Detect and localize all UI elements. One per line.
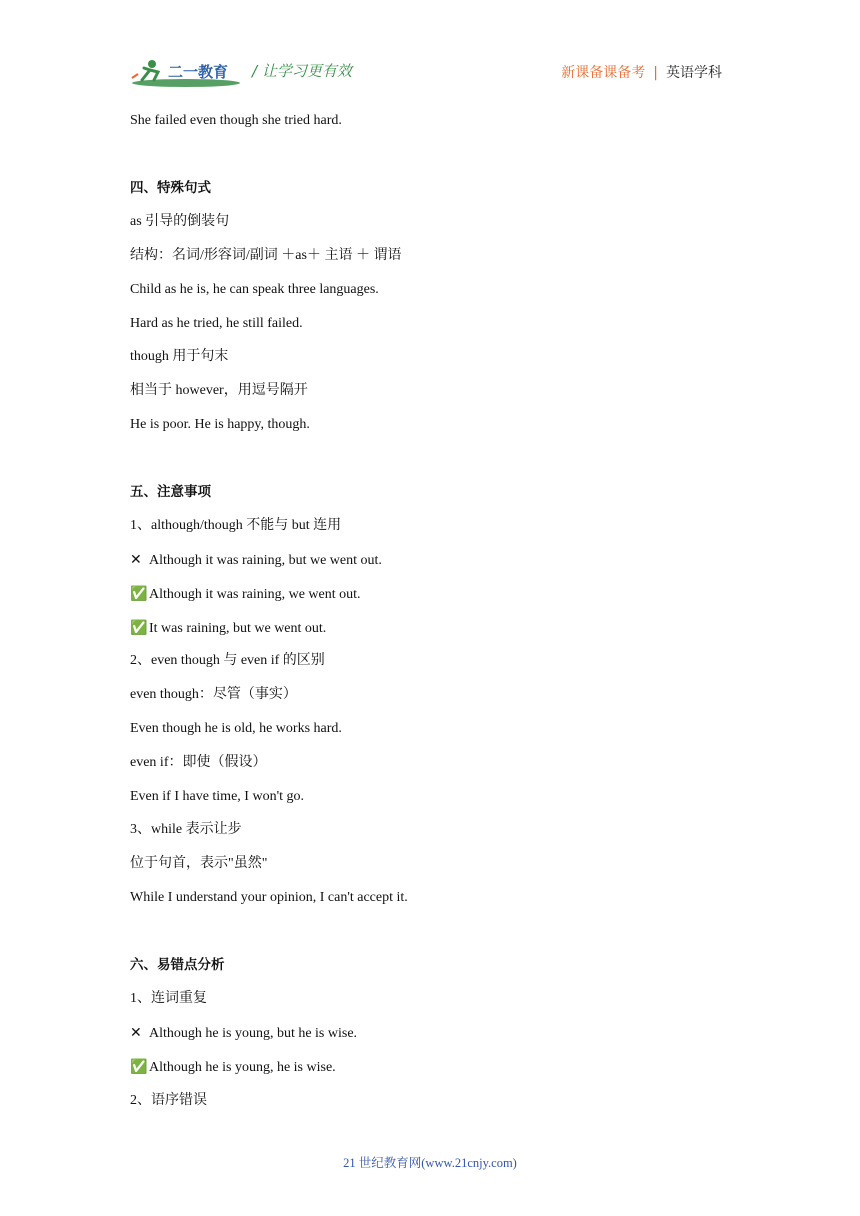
text-line xyxy=(130,212,229,232)
text-line xyxy=(130,888,408,908)
line-text: Although it was raining, but we went out. xyxy=(149,553,382,568)
text-line xyxy=(130,787,304,807)
line-text: He is poor. He is happy, though. xyxy=(130,417,310,432)
text-line xyxy=(130,1057,336,1078)
line-text: Although he is young, but he is wise. xyxy=(149,1026,358,1041)
check-icon: ✅ xyxy=(130,620,148,636)
text-line xyxy=(130,820,242,840)
line-text: Although it was raining, we went out. xyxy=(149,587,361,602)
header-separator: | xyxy=(653,65,658,81)
line-text: 结构：名词/形容词/副词 ＋as＋ 主语 ＋ 谓语 xyxy=(130,248,402,263)
text-line xyxy=(130,753,266,773)
text-line xyxy=(130,854,267,874)
cross-icon: ✕ xyxy=(130,552,142,568)
text-line xyxy=(130,516,341,536)
line-text: 位于句首，表示"虽然" xyxy=(130,856,268,871)
line-text: Child as he is, he can speak three languages. xyxy=(130,282,379,297)
text-line xyxy=(130,550,382,571)
line-text: 2、even though 与 even if 的区别 xyxy=(130,653,325,668)
text-line xyxy=(130,111,342,131)
section-heading xyxy=(130,955,225,975)
line-text: While I understand your opinion, I can't accept it. xyxy=(130,890,408,905)
text-line xyxy=(130,280,379,300)
line-text: She failed even though she tried hard. xyxy=(130,113,342,128)
slogan: / 让学习更有效 xyxy=(252,62,352,80)
line-text: 2、语序错误 xyxy=(130,1093,207,1108)
text-line xyxy=(130,415,310,435)
header-tag: 新课备课备考 xyxy=(561,65,646,81)
line-text: 五、注意事项 xyxy=(130,484,211,500)
text-line xyxy=(130,314,303,334)
check-icon: ✅ xyxy=(130,1059,148,1075)
line-text: 1、连词重复 xyxy=(130,991,207,1006)
line-text: 3、while 表示让步 xyxy=(130,822,242,837)
text-line xyxy=(130,651,325,671)
text-line xyxy=(130,719,342,739)
line-text: 四、特殊句式 xyxy=(130,180,211,196)
text-line xyxy=(130,347,228,367)
line-text: as 引导的倒装句 xyxy=(130,214,230,229)
text-line xyxy=(130,1023,357,1044)
line-text: even though：尽管（事实） xyxy=(130,687,297,702)
text-line xyxy=(130,584,361,605)
line-text: Even though he is old, he works hard. xyxy=(130,721,342,736)
text-line xyxy=(130,1091,207,1111)
line-text: It was raining, but we went out. xyxy=(149,621,327,636)
line-text: 六、易错点分析 xyxy=(130,957,225,973)
line-text: 1、although/though 不能与 but 连用 xyxy=(130,518,342,533)
section-heading xyxy=(130,482,211,502)
page-footer: 21 世纪教育网(www.21cnjy.com) xyxy=(343,1156,517,1170)
logo-text: 二一教育 xyxy=(168,63,229,81)
header-subject: 英语学科 xyxy=(666,65,722,81)
text-line xyxy=(130,989,207,1009)
section-heading xyxy=(130,178,211,198)
line-text: 相当于 however，用逗号隔开 xyxy=(130,383,308,398)
header-right xyxy=(561,62,722,82)
line-text: Although he is young, he is wise. xyxy=(149,1060,336,1075)
text-line xyxy=(130,618,326,639)
line-text: Hard as he tried, he still failed. xyxy=(130,316,303,331)
text-line xyxy=(130,685,297,705)
line-text: Even if I have time, I won't go. xyxy=(130,789,304,804)
line-text: even if：即使（假设） xyxy=(130,755,267,770)
page-header xyxy=(130,52,722,92)
check-icon: ✅ xyxy=(130,586,148,602)
logo xyxy=(130,56,242,90)
line-text: though 用于句末 xyxy=(130,349,229,364)
cross-icon: ✕ xyxy=(130,1025,142,1041)
text-line xyxy=(130,381,308,401)
text-line xyxy=(130,246,401,266)
